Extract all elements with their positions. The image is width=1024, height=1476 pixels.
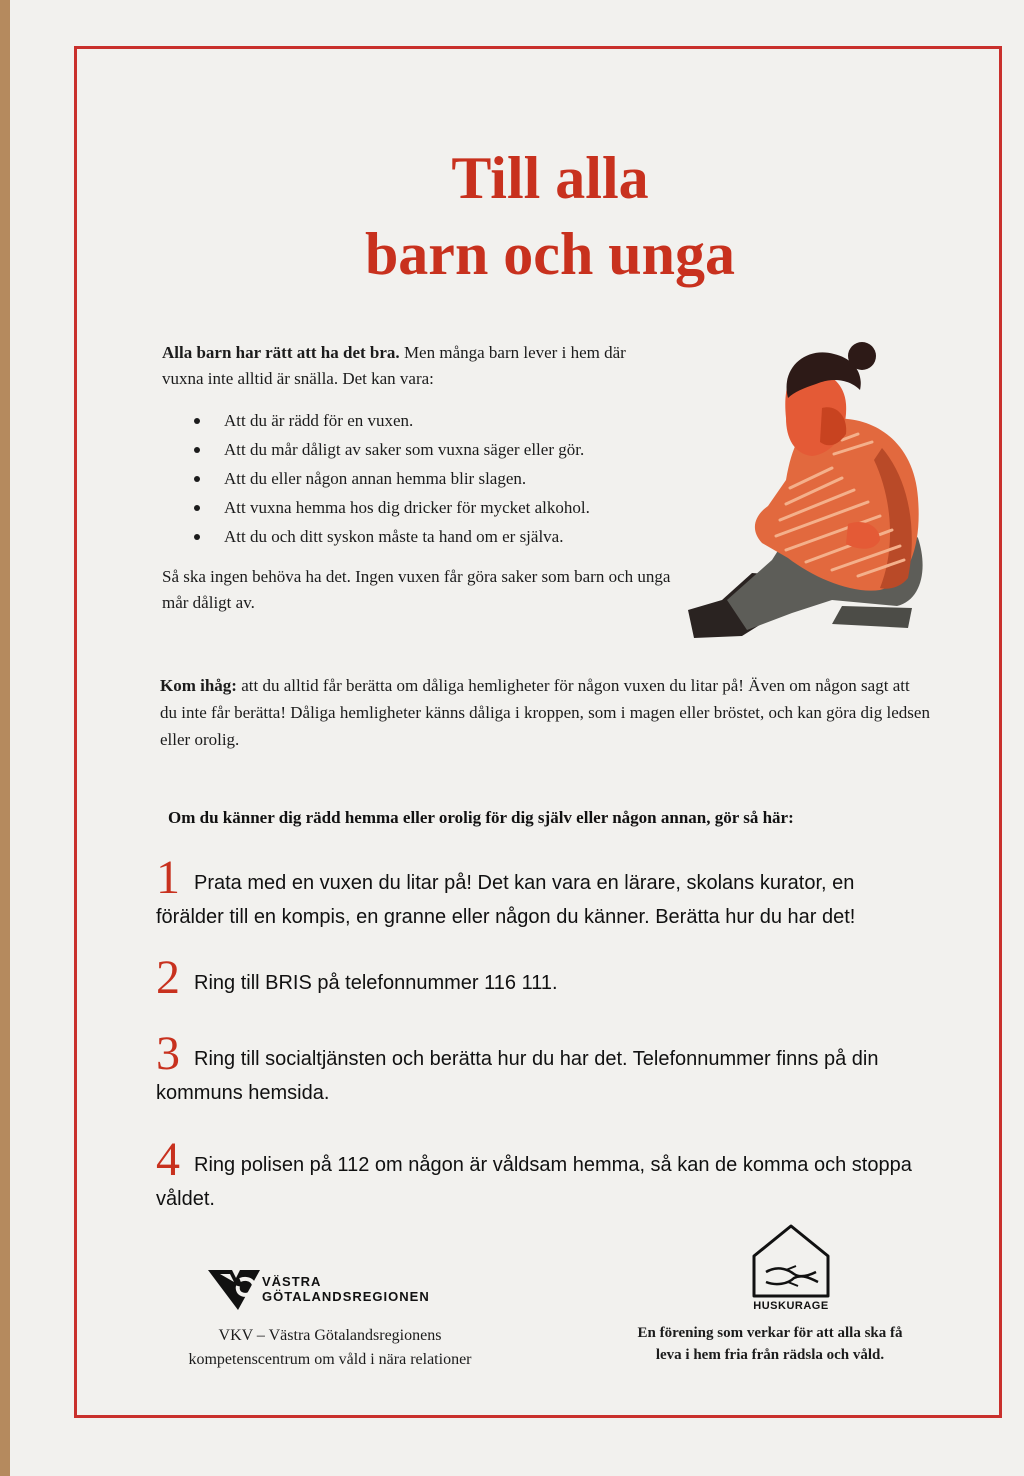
step-number: 3 xyxy=(156,1027,180,1080)
step-number: 1 xyxy=(156,851,180,904)
step-number: 2 xyxy=(156,951,180,1004)
step-text: Ring polisen på 112 om någon är våldsam hemma, så kan de komma och stoppa våldet. xyxy=(156,1154,912,1210)
step-3 xyxy=(156,1027,926,1110)
remember-text: att du alltid får berätta om dåliga hemligheter för någon vuxen du litar på! Även om någon sagt att du inte får berätta! Dåliga hemligheter känns dåliga i kroppen, som i magen eller bröstet, och kan göra dig ledsen eller orolig. xyxy=(160,676,930,749)
sitting-child-illustration xyxy=(682,338,932,648)
after-paragraph: Så ska ingen behöva ha det. Ingen vuxen får göra saker som barn och unga mår dåligt av. xyxy=(162,567,671,612)
vgr-logo-icon xyxy=(206,1266,266,1316)
vgr-desc-line-1: VKV – Västra Götalandsregionens xyxy=(218,1327,442,1344)
title-line-2: barn och unga xyxy=(364,221,736,287)
huskurage-desc-line-2: leva i hem fria från rädsla och våld. xyxy=(655,1347,885,1363)
huskurage-desc-line-1: En förening som verkar för att alla ska få xyxy=(637,1325,903,1341)
steps-heading: Om du känner dig rädd hemma eller orolig för dig själv eller någon annan, gör så här: xyxy=(168,808,794,827)
huskurage-name: HUSKURAGE xyxy=(753,1300,829,1312)
vgr-description xyxy=(160,1324,500,1372)
bullet-list xyxy=(192,406,672,551)
step-text: Ring till BRIS på telefonnummer 116 111. xyxy=(194,972,558,994)
step-1 xyxy=(156,851,926,934)
vgr-logo-line-2: GÖTALANDSREGIONEN xyxy=(262,1289,430,1304)
step-number: 4 xyxy=(156,1133,180,1186)
step-text: Prata med en vuxen du litar på! Det kan vara en lärare, skolans kurator, en förälder till en kompis, en granne eller någon du känner. Berätta hur du har det! xyxy=(156,872,856,928)
list-item: Att du eller någon annan hemma blir slagen. xyxy=(192,464,672,493)
poster-title xyxy=(150,140,950,292)
list-item: Att vuxna hemma hos dig dricker för mycket alkohol. xyxy=(192,493,672,522)
intro-paragraph xyxy=(162,340,662,392)
title-line-1: Till alla xyxy=(451,145,649,211)
intro-text: Men många barn lever i hem där vuxna inte alltid är snälla. Det kan vara: xyxy=(162,343,626,388)
remember-bold: Kom ihåg: xyxy=(160,676,237,695)
list-item: Att du mår dåligt av saker som vuxna säger eller gör. xyxy=(192,435,672,464)
step-2 xyxy=(156,951,926,1004)
step-text: Ring till socialtjänsten och berätta hur du har det. Telefonnummer finns på din kommuns hemsida. xyxy=(156,1048,879,1104)
vgr-desc-line-2: kompetenscentrum om våld i nära relationer xyxy=(188,1351,472,1368)
list-item: Att du är rädd för en vuxen. xyxy=(192,406,672,435)
step-4 xyxy=(156,1133,926,1216)
huskurage-house-hands-icon xyxy=(746,1222,836,1300)
vgr-logo-text xyxy=(262,1274,462,1304)
huskurage-description xyxy=(620,1322,920,1366)
poster-paper xyxy=(10,0,1024,1476)
intro-bold: Alla barn har rätt att ha det bra. xyxy=(162,343,400,362)
remember-paragraph xyxy=(160,672,930,753)
vgr-logo-line-1: VÄSTRA xyxy=(262,1274,322,1289)
list-item: Att du och ditt syskon måste ta hand om er själva. xyxy=(192,522,672,551)
